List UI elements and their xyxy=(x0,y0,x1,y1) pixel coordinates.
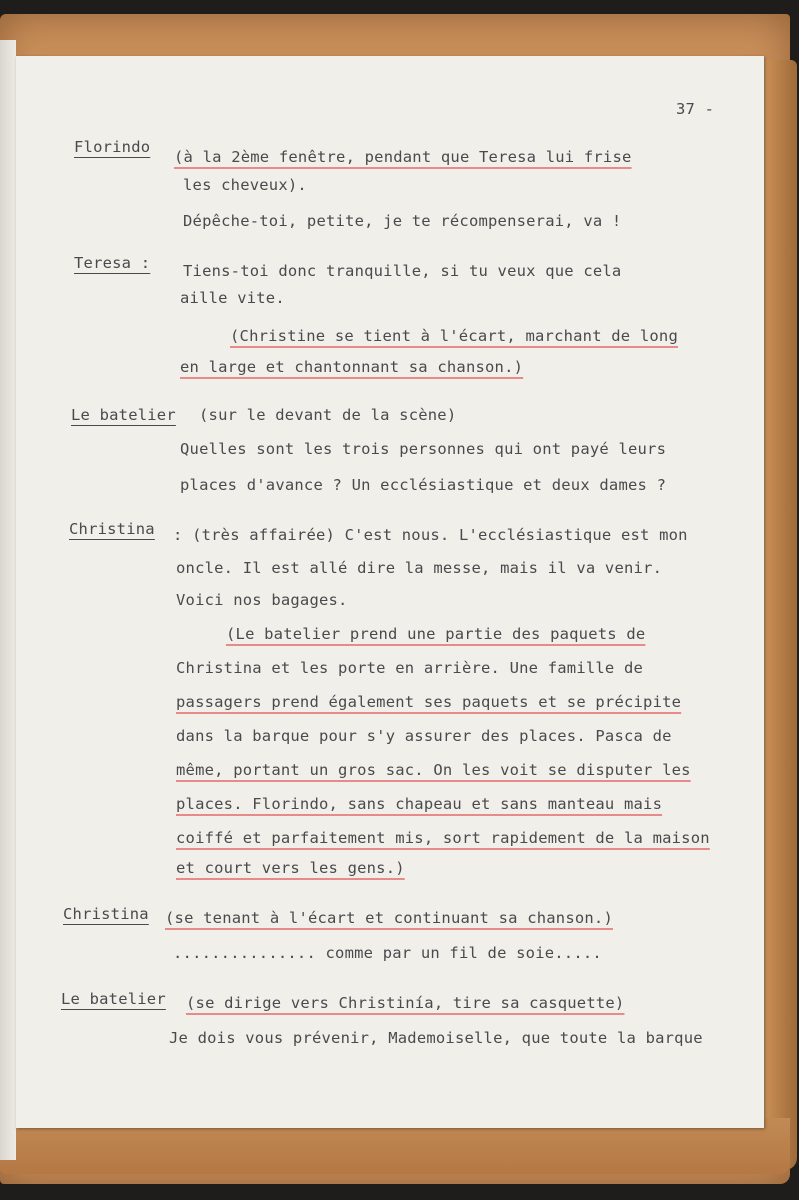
dialogue-line: Voici nos bagages. xyxy=(176,591,348,609)
speaker-christina: Christina xyxy=(63,905,149,923)
dialogue-line: (à la 2ème fenêtre, pendant que Teresa lui frise xyxy=(174,148,632,166)
stage-direction: coiffé et parfaitement mis, sort rapidement de la maison xyxy=(176,829,710,847)
dialogue-line: Je dois vous prévenir, Mademoiselle, que toute la barque xyxy=(169,1029,703,1047)
dialogue-line: places d'avance ? Un ecclésiastique et deux dames ? xyxy=(180,476,667,494)
typewritten-page xyxy=(16,56,764,1128)
stage-direction: passagers prend également ses paquets et se précipite xyxy=(176,693,682,711)
stage-direction: Christina et les porte en arrière. Une famille de xyxy=(176,659,644,677)
dialogue-line: : (très affairée) C'est nous. L'ecclésiastique est mon xyxy=(173,526,688,544)
previous-page-edge xyxy=(0,40,16,1160)
dialogue-line: ............... comme par un fil de soie..... xyxy=(173,944,602,962)
stage-direction: (sur le devant de la scène) xyxy=(199,406,457,424)
speaker-le-batelier: Le batelier xyxy=(71,406,176,424)
stage-direction: dans la barque pour s'y assurer des places. Pasca de xyxy=(176,727,672,745)
dialogue-line: Quelles sont les trois personnes qui ont payé leurs xyxy=(180,440,667,458)
stage-direction: même, portant un gros sac. On les voit se disputer les xyxy=(176,761,691,779)
speaker-christina: Christina xyxy=(69,520,155,538)
speaker-teresa: Teresa : xyxy=(74,254,151,272)
dialogue-line: Tiens-toi donc tranquille, si tu veux que cela xyxy=(183,262,622,280)
speaker-le-batelier: Le batelier xyxy=(61,990,166,1008)
stage-direction: (Le batelier prend une partie des paquets de xyxy=(226,625,646,643)
page-number: 37 - xyxy=(676,100,715,118)
stage-direction: (Christine se tient à l'écart, marchant de long xyxy=(230,327,678,345)
dialogue-line: oncle. Il est allé dire la messe, mais il va venir. xyxy=(176,559,663,577)
stage-direction: places. Florindo, sans chapeau et sans manteau mais xyxy=(176,795,663,813)
stage-direction: et court vers les gens.) xyxy=(176,859,405,877)
stage-direction: (se tenant à l'écart et continuant sa chanson.) xyxy=(165,909,613,927)
stage-direction: (se dirige vers Christinía, tire sa casquette) xyxy=(186,994,625,1012)
dialogue-line: les cheveux). xyxy=(183,176,307,194)
speaker-florindo: Florindo xyxy=(74,138,151,156)
dialogue-line: aille vite. xyxy=(180,289,285,307)
dialogue-line: Dépêche-toi, petite, je te récompenserai, va ! xyxy=(183,212,622,230)
stage-direction: en large et chantonnant sa chanson.) xyxy=(180,358,524,376)
